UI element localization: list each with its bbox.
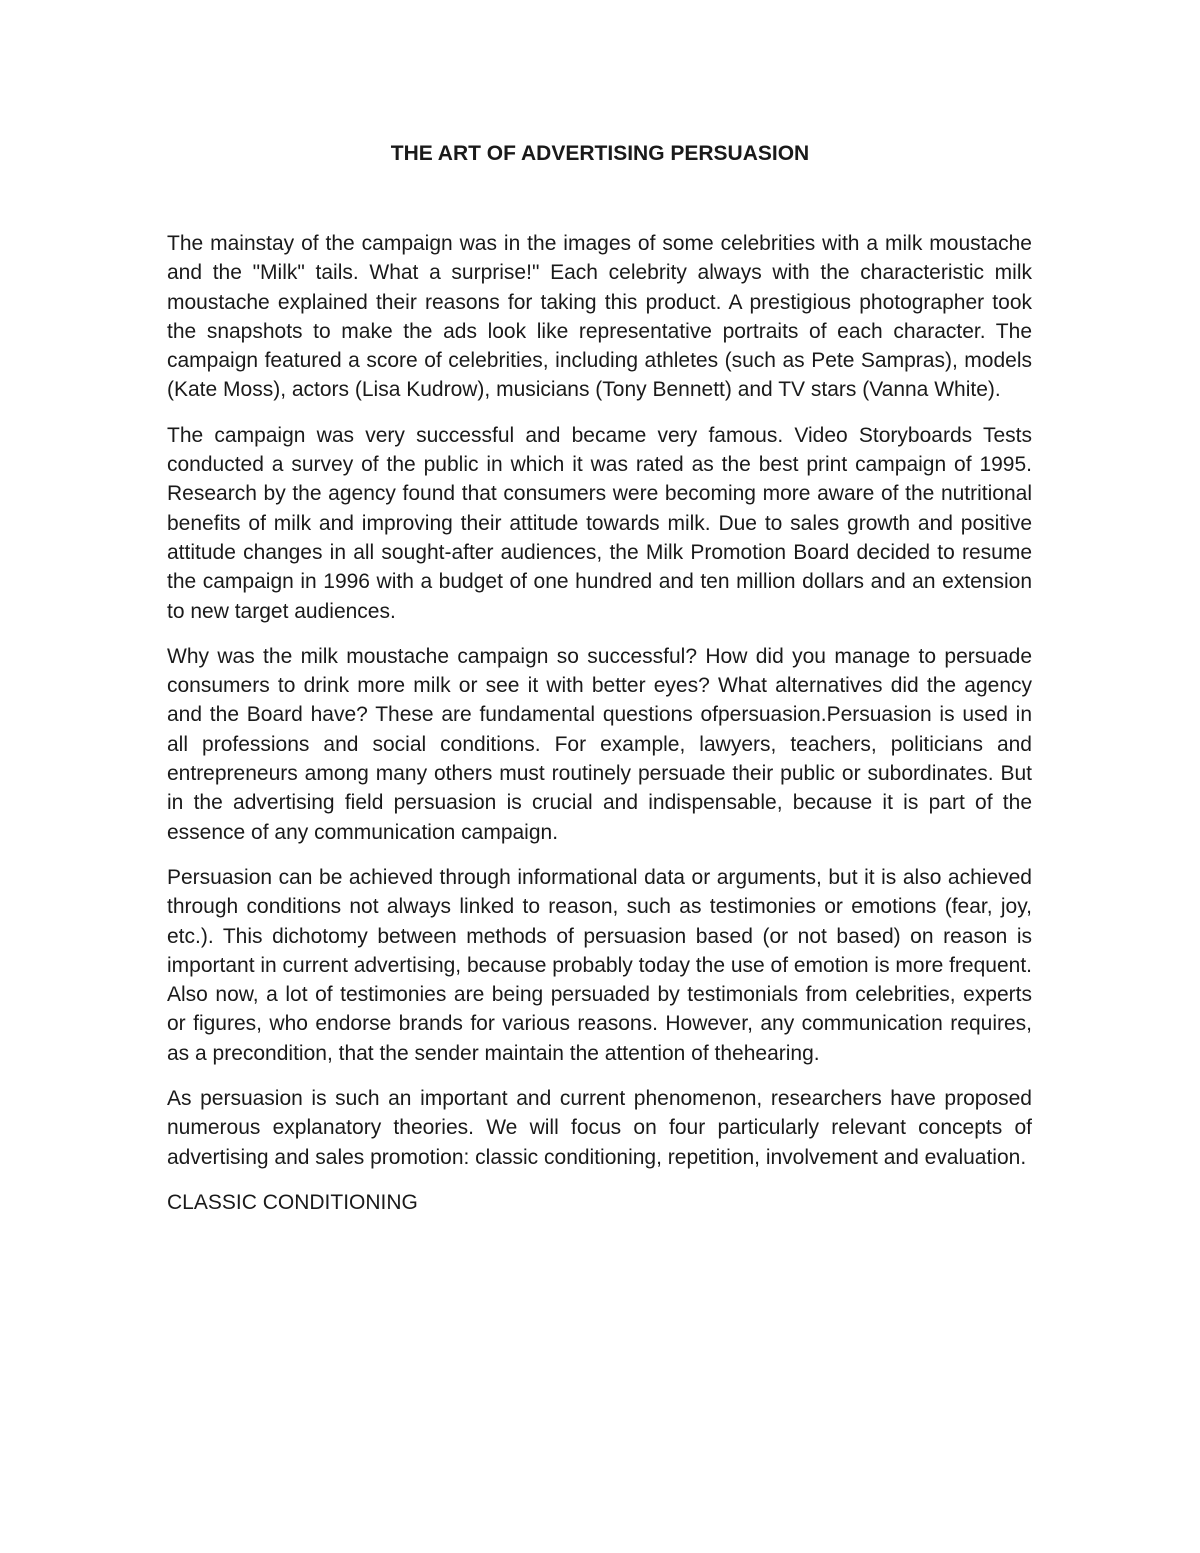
document-title: THE ART OF ADVERTISING PERSUASION <box>390 142 810 165</box>
paragraph-persuasion-questions: Why was the milk moustache campaign so successful? How did you manage to persuade consumers to drink more milk or see it with better eyes? What alternatives did the agency and the Board have? These are fundamental questions ofpersuasion.Persuasion is used in all professions and social conditions. For example, lawyers, teachers, politicians and entrepreneurs among many others must routinely persuade their public or subordinates. But in the advertising field persuasion is crucial and indispensable, because it is part of the essence of any communication campaign. <box>167 644 1032 844</box>
document-body <box>167 229 1032 1217</box>
paragraph-campaign-mainstay: The mainstay of the campaign was in the images of some celebrities with a milk moustache and the "Milk" tails. What a surprise!" Each celebrity always with the characteristic milk moustache explained their reasons for taking this product. A prestigious photographer took the snapshots to make the ads look like representative portraits of each character. The campaign featured a score of celebrities, including athletes (such as Pete Sampras), models (Kate Moss), actors (Lisa Kudrow), musicians (Tony Bennett) and TV stars (Vanna White). <box>167 232 1032 402</box>
paragraph-explanatory-theories: As persuasion is such an important and current phenomenon, researchers have proposed numerous explanatory theories. We will focus on four particularly relevant concepts of advertising and sales promotion: classic conditioning, repetition, involvement and evaluation. <box>167 1087 1032 1169</box>
paragraph-campaign-success: The campaign was very successful and became very famous. Video Storyboards Tests conducted a survey of the public in which it was rated as the best print campaign of 1995. Research by the agency found that consumers were becoming more aware of the nutritional benefits of milk and improving their attitude towards milk. Due to sales growth and positive attitude changes in all sought-after audiences, the Milk Promotion Board decided to resume the campaign in 1996 with a budget of one hundred and ten million dollars and an extension to new target audiences. <box>167 423 1032 623</box>
section-heading-classic-conditioning: CLASSIC CONDITIONING <box>167 1190 418 1214</box>
paragraph-persuasion-methods: Persuasion can be achieved through informational data or arguments, but it is also achieved through conditions not always linked to reason, such as testimonies or emotions (fear, joy, etc.). This dichotomy between methods of persuasion based (or not based) on reason is important in current advertising, because probably today the use of emotion is more frequent. Also now, a lot of testimonies are being persuaded by testimonials from celebrities, experts or figures, who endorse brands for various reasons. However, any communication requires, as a precondition, that the sender maintain the attention of thehearing. <box>167 865 1032 1065</box>
